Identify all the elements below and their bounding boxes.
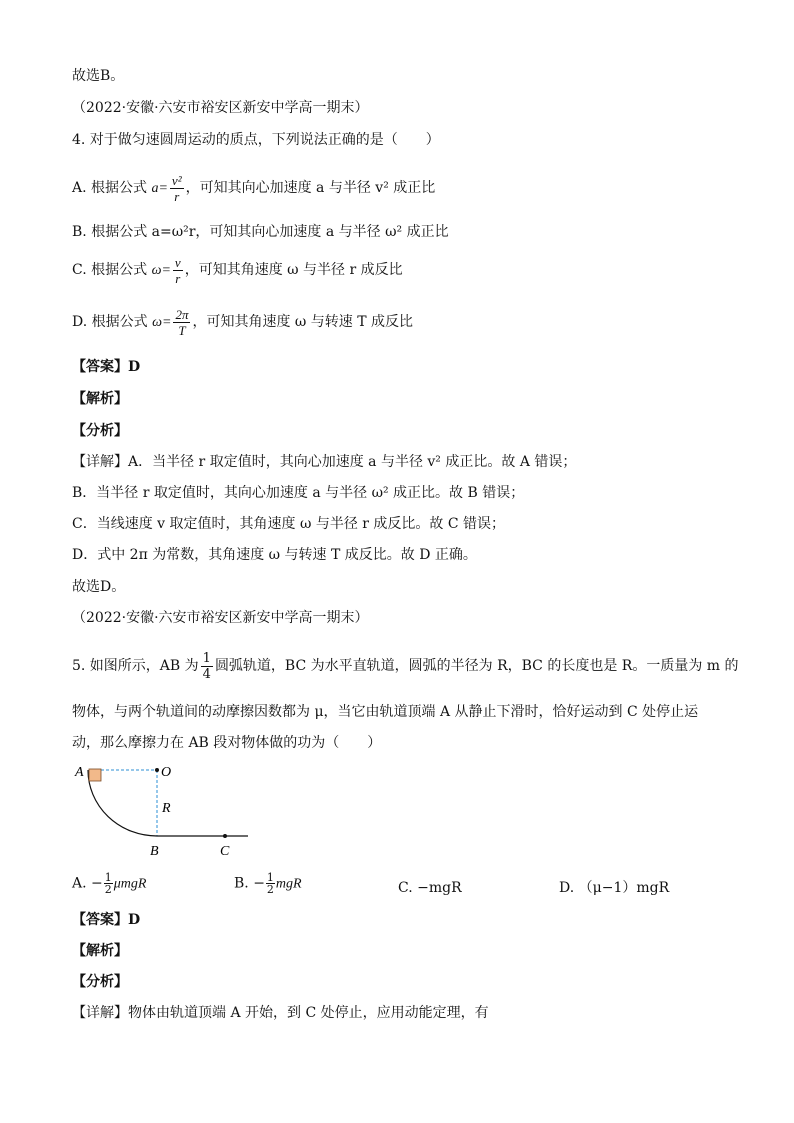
detail-4-c: C．当线速度 v 取定值时，其角速度 ω 与半径 r 成反比。故 C 错误； [72,516,506,532]
line-choose-b: 故选B。 [72,68,125,84]
question-5-line-3: 动，那么摩擦力在 AB 段对物体做的功为（ ） [72,735,382,751]
detail-5: 【详解】物体由轨道顶端 A 开始，到 C 处停止，应用动能定理，有 [72,1005,489,1021]
option-4d [72,304,413,341]
source-note-2: （2022·安徽·六安市裕安区新安中学高一期末） [72,610,369,626]
option-4a-conclusion: ，可知其向心加速度 a 与半径 v² 成正比 [185,180,436,196]
detail-4-b: B．当半径 r 取定值时，其向心加速度 a 与半径 ω² 成正比。故 B 错误； [72,485,525,501]
option-4a [72,170,435,207]
option-5c: C. −mgR [398,880,462,896]
option-4c-fraction [173,255,183,286]
option-4b: B. 根据公式 a=ω²r，可知其向心加速度 a 与半径 ω² 成正比 [72,224,449,240]
label-b: B [150,844,159,859]
analysis-heading-5: 【解析】 [72,943,128,959]
question-4-stem: 4. 对于做匀速圆周运动的质点，下列说法正确的是（ ） [72,132,440,148]
option-4a-prefix: A. 根据公式 [72,180,148,196]
option-5a-prefix: A. − [72,875,103,892]
option-4c-denominator: r [175,270,181,286]
label-a: A [75,765,84,780]
line-choose-d: 故选D。 [72,579,126,595]
point-o [155,768,159,772]
option-5a-term: μmgR [113,876,147,892]
option-5b-denominator: 2 [266,883,274,896]
option-4a-fraction [170,173,184,204]
option-5b-fraction [266,872,275,895]
label-o: O [161,765,172,780]
option-5a-denominator: 2 [104,883,112,896]
option-4d-fraction [173,307,190,338]
option-5a-numerator: 1 [104,871,112,884]
question-5-line-2: 物体，与两个轨道间的动摩擦因数都为 μ，当它由轨道顶端 A 从静止下滑时，恰好运动到 C 处停止运 [72,704,699,720]
option-4a-denominator: r [174,188,180,204]
detail-4-a: 【详解】A．当半径 r 取定值时，其向心加速度 a 与半径 v² 成正比。故 A 错误； [72,454,577,470]
label-r: R [162,801,171,816]
option-4c-prefix: C. 根据公式 [72,262,148,278]
option-5b-numerator: 1 [266,871,274,884]
answer-4: 【答案】D [72,359,141,375]
option-4c-conclusion: ，可知其角速度 ω 与半径 r 成反比 [184,262,403,278]
option-4d-equation: ω= [152,315,172,330]
breakdown-heading-4: 【分析】 [72,423,128,439]
option-4a-numerator: v² [171,172,182,188]
answer-5: 【答案】D [72,912,141,928]
option-4a-equation: a= [151,181,168,196]
option-4c [72,252,403,289]
breakdown-heading-5: 【分析】 [72,974,128,990]
option-4d-denominator: T [178,322,186,338]
point-c [223,834,227,838]
question-5-prefix: 5. 如图所示，AB 为 [72,658,199,674]
question-5-suffix: 圆弧轨道，BC 为水平直轨道，圆弧的半径为 R，BC 的长度也是 R。一质量为 m 的 [214,658,739,674]
sliding-block [89,769,101,781]
analysis-heading-4: 【解析】 [72,391,128,407]
question-5-line-1 [72,646,739,686]
option-4c-numerator: v [174,254,181,270]
source-note-1: （2022·安徽·六安市裕安区新安中学高一期末） [72,100,369,116]
label-c: C [220,844,230,859]
option-5b-prefix: B. − [234,875,265,892]
option-5a [72,872,146,895]
option-5d: D. （μ−1）mgR [559,880,670,896]
track-diagram [70,760,260,860]
option-5b [234,872,302,895]
option-4d-numerator: 2π [175,306,189,322]
question-5-options [72,872,712,894]
option-4d-prefix: D. 根据公式 [72,314,148,330]
option-5b-term: mgR [275,876,302,892]
quarter-numerator: 1 [202,650,211,666]
quarter-fraction [201,651,213,682]
detail-4-d: D．式中 2π 为常数，其角速度 ω 与转速 T 成反比。故 D 正确。 [72,547,477,563]
quarter-denominator: 4 [202,666,211,682]
option-5a-fraction [104,872,113,895]
option-4c-equation: ω= [151,263,171,278]
option-4d-conclusion: ，可知其角速度 ω 与转速 T 成反比 [192,314,414,330]
